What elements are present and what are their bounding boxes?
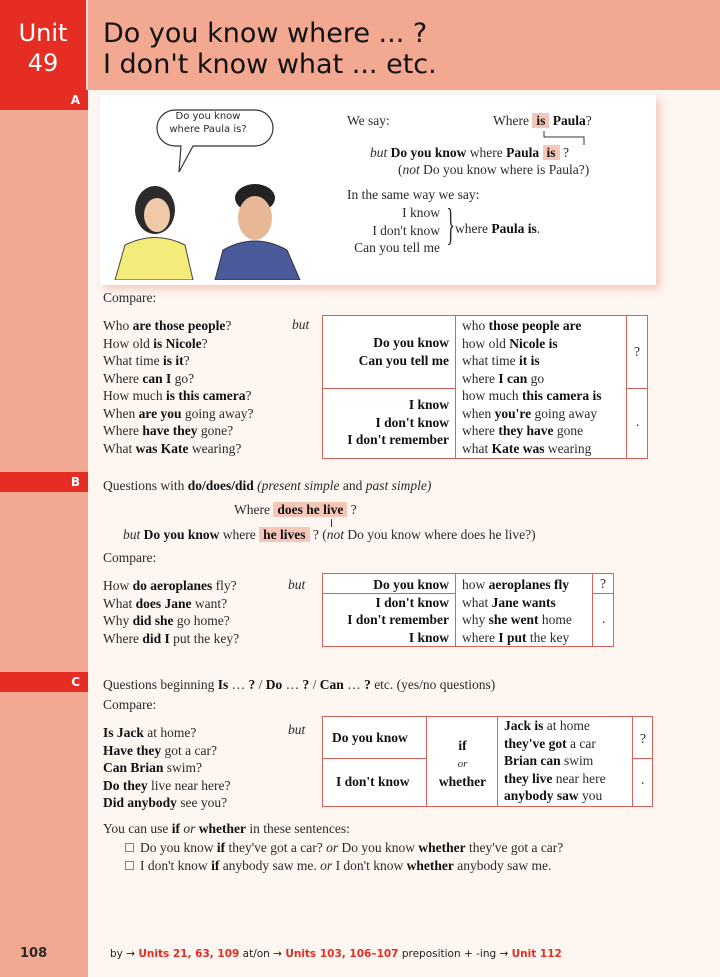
text-segment: Do you know xyxy=(143,527,220,542)
page-number: 108 xyxy=(20,946,48,961)
text-segment: Jack is xyxy=(504,718,544,733)
list-item xyxy=(462,422,601,440)
example-where-is-paula xyxy=(493,113,592,129)
text-segment: What xyxy=(103,440,136,456)
text-segment: Is xyxy=(217,677,229,692)
starter: I don't remember xyxy=(347,612,449,627)
text-segment: got a car? xyxy=(161,742,217,758)
text-segment: anybody saw xyxy=(504,788,579,803)
text-segment: How old xyxy=(103,335,154,351)
text-segment: Paula is xyxy=(491,221,537,236)
text-segment: do aeroplanes xyxy=(132,578,213,593)
if-word: if xyxy=(458,738,467,753)
whether-word: whether xyxy=(438,774,487,789)
text-segment: Do you know where is Paula?) xyxy=(419,162,590,177)
text-segment: What xyxy=(103,595,136,611)
text-segment: ? xyxy=(248,677,256,692)
starter: I don't know xyxy=(375,594,449,610)
starter: I don't know xyxy=(375,414,449,430)
text-segment: or xyxy=(180,821,199,836)
text-segment: how old xyxy=(462,335,510,351)
text-segment: Questions with xyxy=(103,478,188,493)
text-segment: Do you know where does he live?) xyxy=(344,527,536,542)
list-item xyxy=(103,794,230,812)
text-segment: ? xyxy=(585,113,592,128)
text-segment: or xyxy=(320,857,333,873)
text-segment: where xyxy=(462,629,499,645)
text-segment: did I xyxy=(142,630,170,646)
text-segment: where xyxy=(466,145,507,160)
text-segment: past simple) xyxy=(362,478,432,493)
section-b-but-line xyxy=(123,527,536,543)
text-segment: Do xyxy=(265,677,283,692)
example-1 xyxy=(125,839,563,857)
text-segment: Is Jack xyxy=(103,725,144,740)
text-segment: You can use xyxy=(103,821,172,836)
list-item xyxy=(462,440,601,458)
list-item xyxy=(462,387,601,405)
text-segment: is this camera xyxy=(166,388,246,403)
text-segment: where xyxy=(455,221,492,236)
starter: I know xyxy=(402,205,440,220)
question-mark: ? xyxy=(634,344,640,359)
text-segment: Why xyxy=(103,613,133,628)
text-segment: how much xyxy=(462,388,522,403)
list-item xyxy=(103,595,239,613)
question-mark: ? xyxy=(600,576,606,591)
starter: I know xyxy=(408,397,449,412)
text-segment: How xyxy=(103,578,133,593)
text-segment: why xyxy=(462,612,489,627)
text-segment: near here xyxy=(552,770,606,786)
text-segment: is Nicole xyxy=(153,335,202,351)
text-segment: I can xyxy=(498,370,528,386)
text-segment: wearing xyxy=(544,440,592,456)
text-segment: they live xyxy=(504,770,553,786)
text-segment: ? xyxy=(183,353,190,368)
text-segment: home xyxy=(538,612,572,627)
text-segment: Paula xyxy=(506,145,543,160)
text-segment: / xyxy=(255,677,266,692)
starter: I don't know xyxy=(336,774,410,789)
text-segment: ? ( xyxy=(309,527,327,542)
text-segment: where xyxy=(462,370,499,386)
text-segment: ? xyxy=(201,335,208,351)
list-item xyxy=(462,594,572,612)
list-item xyxy=(462,370,601,388)
text-segment: ? xyxy=(225,318,232,333)
list-item xyxy=(462,629,572,647)
text-segment: go xyxy=(527,370,545,386)
text-segment: did she xyxy=(132,613,174,628)
text-segment: Who xyxy=(103,318,133,333)
text-segment: Do you know xyxy=(390,145,467,160)
text-segment: live near here? xyxy=(147,777,231,793)
table-a xyxy=(322,315,648,459)
left-margin xyxy=(0,90,88,977)
text-segment: ? xyxy=(302,677,310,692)
text-segment: ( xyxy=(398,162,403,177)
text-segment: not xyxy=(326,527,345,542)
full-stop: . xyxy=(636,414,640,429)
text-segment: go home? xyxy=(173,613,230,628)
text-segment: What time xyxy=(103,353,163,368)
text-segment: aeroplanes fly xyxy=(488,577,569,592)
example-text xyxy=(140,840,563,855)
example-do-you-know xyxy=(370,145,569,161)
compare-label: Compare: xyxy=(103,697,157,712)
text-segment: Paula xyxy=(549,113,586,128)
text-segment: Where xyxy=(103,630,143,646)
bullet-square-icon xyxy=(125,843,134,852)
text-segment: Unit 112 xyxy=(511,948,562,960)
list-item xyxy=(504,787,606,805)
list-item xyxy=(103,387,253,405)
text-segment: ? xyxy=(347,502,357,517)
if-whether-note xyxy=(103,821,350,837)
where-paula-is xyxy=(455,221,540,237)
text-segment: anybody saw me. xyxy=(219,857,321,873)
starter: Do you know xyxy=(332,730,408,745)
text-segment: how xyxy=(462,577,489,592)
connector xyxy=(331,519,332,527)
starter: I know xyxy=(408,629,449,645)
list-item xyxy=(103,612,239,630)
title-line-1: Do you know where ... ? xyxy=(103,18,428,49)
text-segment: at/on → xyxy=(239,948,286,960)
list-item xyxy=(504,770,606,788)
word-order-arrow xyxy=(540,131,590,145)
list-item xyxy=(103,422,253,440)
full-stop: . xyxy=(641,772,645,787)
text-segment: you xyxy=(578,788,603,803)
compare-label: Compare: xyxy=(103,290,157,305)
text-segment: what xyxy=(462,440,492,456)
starter: Can you tell me xyxy=(358,352,449,368)
section-c-intro xyxy=(103,677,495,693)
text-segment: (present simple xyxy=(253,478,343,493)
list-item xyxy=(103,370,253,388)
text-segment: whether xyxy=(198,821,247,836)
starter: Do you know xyxy=(373,335,449,350)
text-segment: where xyxy=(462,423,499,438)
text-segment: a car xyxy=(566,735,596,751)
text-segment: where xyxy=(219,527,260,542)
example-text xyxy=(140,858,551,873)
if-or-whether xyxy=(427,737,498,791)
question-list xyxy=(103,317,253,457)
compare-label: Compare: xyxy=(103,550,157,565)
text-segment: does Jane xyxy=(135,595,192,611)
unit-number: 49 xyxy=(27,49,59,77)
text-segment: Units 21, 63, 109 xyxy=(138,948,240,960)
text-segment: if xyxy=(171,821,181,836)
text-segment: Have they xyxy=(103,742,162,758)
list-item xyxy=(103,759,230,777)
text-segment: what time xyxy=(462,353,519,368)
text-segment: going away? xyxy=(181,405,254,421)
text-segment: he lives xyxy=(259,527,309,542)
text-segment: whether xyxy=(406,857,454,873)
section-b-example xyxy=(234,502,357,518)
text-segment: / xyxy=(309,677,320,692)
text-segment: if xyxy=(211,857,220,873)
text-segment: the key xyxy=(526,629,570,645)
text-segment: Jane wants xyxy=(491,594,556,610)
text-segment: but xyxy=(370,145,391,160)
speech-bubble xyxy=(158,110,258,136)
text-segment: it is xyxy=(519,353,540,368)
table-c xyxy=(322,716,653,807)
text-segment: Where xyxy=(103,370,143,386)
brace: } xyxy=(446,200,455,249)
list-item xyxy=(462,317,601,335)
text-segment: Nicole is xyxy=(509,335,558,351)
list-item xyxy=(103,630,239,648)
text-segment: Questions beginning xyxy=(103,677,218,692)
text-segment: are those people xyxy=(132,318,226,333)
text-segment: they have xyxy=(498,423,554,438)
starters xyxy=(323,576,449,646)
list-item xyxy=(103,440,253,458)
text-segment: does he live xyxy=(273,502,347,517)
text-segment: by → xyxy=(110,948,139,960)
we-say-label: We say: xyxy=(347,113,390,128)
text-segment: Units 103, 106–107 xyxy=(285,948,399,960)
unit-badge xyxy=(0,0,88,90)
text-segment: Brian can xyxy=(504,753,561,768)
list-item xyxy=(462,335,601,353)
text-segment: they've got xyxy=(504,735,567,751)
text-segment: was Kate xyxy=(135,440,189,456)
text-segment: can I xyxy=(142,370,172,386)
list-item xyxy=(462,611,572,629)
text-segment: gone xyxy=(553,423,584,438)
list-item xyxy=(103,742,230,760)
bullet-square-icon xyxy=(125,861,134,870)
text-segment: and xyxy=(342,478,363,493)
text-segment: . xyxy=(536,221,541,236)
question-mark: ? xyxy=(640,731,646,746)
text-segment: who xyxy=(462,318,489,333)
section-b-intro xyxy=(103,478,431,494)
text-segment: want? xyxy=(191,595,228,611)
q-starters xyxy=(323,334,449,369)
question-list xyxy=(103,577,239,647)
list-item xyxy=(103,724,230,742)
list-item xyxy=(504,752,606,770)
text-segment: swim xyxy=(560,753,594,768)
text-segment: are you xyxy=(138,405,182,421)
text-segment: When xyxy=(103,405,139,421)
text-segment: Do you know xyxy=(140,840,217,855)
text-segment: How much xyxy=(103,388,166,403)
text-segment: … xyxy=(228,677,249,692)
text-segment: do/does/did xyxy=(187,478,254,493)
list-item xyxy=(103,577,239,595)
list-item xyxy=(103,777,230,795)
but-label: but xyxy=(288,722,306,737)
text-segment: going away xyxy=(531,405,598,421)
text-segment: you're xyxy=(494,405,532,421)
text-segment: when xyxy=(462,405,495,421)
text-segment: Do they xyxy=(103,777,148,793)
text-segment: preposition + -ing → xyxy=(398,948,512,960)
list-item xyxy=(462,405,601,423)
title-line-2: I don't know what ... etc. xyxy=(103,49,437,80)
bubble-line-1: Do you know xyxy=(175,111,241,122)
but-label: but xyxy=(292,317,310,332)
list-item xyxy=(462,352,601,370)
example-list xyxy=(125,839,563,874)
text-segment: see you? xyxy=(176,795,228,810)
s-starters xyxy=(323,396,449,449)
list-item xyxy=(504,717,606,735)
section-a-label: A xyxy=(0,90,88,110)
section-b-label: B xyxy=(0,472,88,492)
text-segment: Did anybody xyxy=(103,795,177,810)
text-segment: ? xyxy=(364,677,371,692)
text-segment: … xyxy=(282,677,303,692)
text-segment: gone? xyxy=(197,423,234,438)
clause-list xyxy=(462,576,572,646)
text-segment: at home? xyxy=(143,725,197,740)
starter-list xyxy=(330,204,440,257)
example-not xyxy=(398,162,589,178)
text-segment: they've got a car? xyxy=(225,840,327,855)
starter: Can you tell me xyxy=(354,240,440,255)
text-segment: is xyxy=(543,145,560,160)
text-segment: is xyxy=(532,113,549,128)
bubble-line-2: where Paula is? xyxy=(169,124,247,135)
clause-list xyxy=(462,317,601,457)
clause-list xyxy=(504,717,606,805)
page-title xyxy=(103,18,437,80)
text-segment: this camera is xyxy=(522,388,602,403)
starter: I don't know xyxy=(372,222,440,238)
table-b xyxy=(322,573,614,647)
text-segment: or xyxy=(326,840,339,855)
list-item xyxy=(103,317,253,335)
list-item xyxy=(103,405,253,423)
text-segment: go? xyxy=(171,370,195,386)
text-segment: etc. (yes/no questions) xyxy=(370,677,496,692)
text-segment: Can Brian xyxy=(103,760,164,775)
text-segment: I don't know xyxy=(332,857,407,873)
starter: I don't remember xyxy=(347,432,449,447)
text-segment: have they xyxy=(142,423,198,438)
text-segment: what xyxy=(462,594,492,610)
text-segment: Where xyxy=(234,502,274,517)
text-segment: swim? xyxy=(163,760,203,775)
list-item xyxy=(504,735,606,753)
text-segment: Where xyxy=(103,423,143,438)
text-segment: fly? xyxy=(212,578,237,593)
text-segment: those people are xyxy=(488,318,582,333)
text-segment: Do you know xyxy=(338,840,419,855)
list-item xyxy=(103,335,253,353)
text-segment: Where xyxy=(493,113,533,128)
list-item xyxy=(462,576,572,594)
text-segment: ? xyxy=(245,388,252,403)
text-segment: at home xyxy=(543,718,590,733)
text-segment: I don't know xyxy=(140,857,212,873)
text-segment: wearing? xyxy=(188,440,242,456)
text-segment: … xyxy=(343,677,365,692)
unit-label: Unit xyxy=(18,19,68,47)
text-segment: put the key? xyxy=(169,630,240,646)
text-segment: but xyxy=(123,527,144,542)
text-segment: anybody saw me. xyxy=(453,857,552,873)
text-segment: Can xyxy=(319,677,344,692)
list-item xyxy=(103,352,253,370)
starter: Do you know xyxy=(373,577,449,592)
example-2 xyxy=(125,857,563,875)
text-segment: not xyxy=(402,162,420,177)
or-word: or xyxy=(457,758,468,770)
text-segment: is it xyxy=(162,353,184,368)
text-segment: if xyxy=(216,840,226,855)
text-segment: she went xyxy=(488,612,539,627)
text-segment: they've got a car? xyxy=(465,840,564,855)
text-segment: in these sentences: xyxy=(246,821,350,836)
text-segment: whether xyxy=(418,840,466,855)
but-label: but xyxy=(288,577,306,592)
text-segment: Kate was xyxy=(491,440,545,456)
text-segment: ? xyxy=(559,145,569,160)
cross-references xyxy=(110,948,562,960)
section-c-label: C xyxy=(0,672,88,692)
full-stop: . xyxy=(602,611,606,626)
question-list xyxy=(103,724,230,812)
text-segment: I put xyxy=(498,629,527,645)
same-way-label: In the same way we say: xyxy=(347,187,480,202)
